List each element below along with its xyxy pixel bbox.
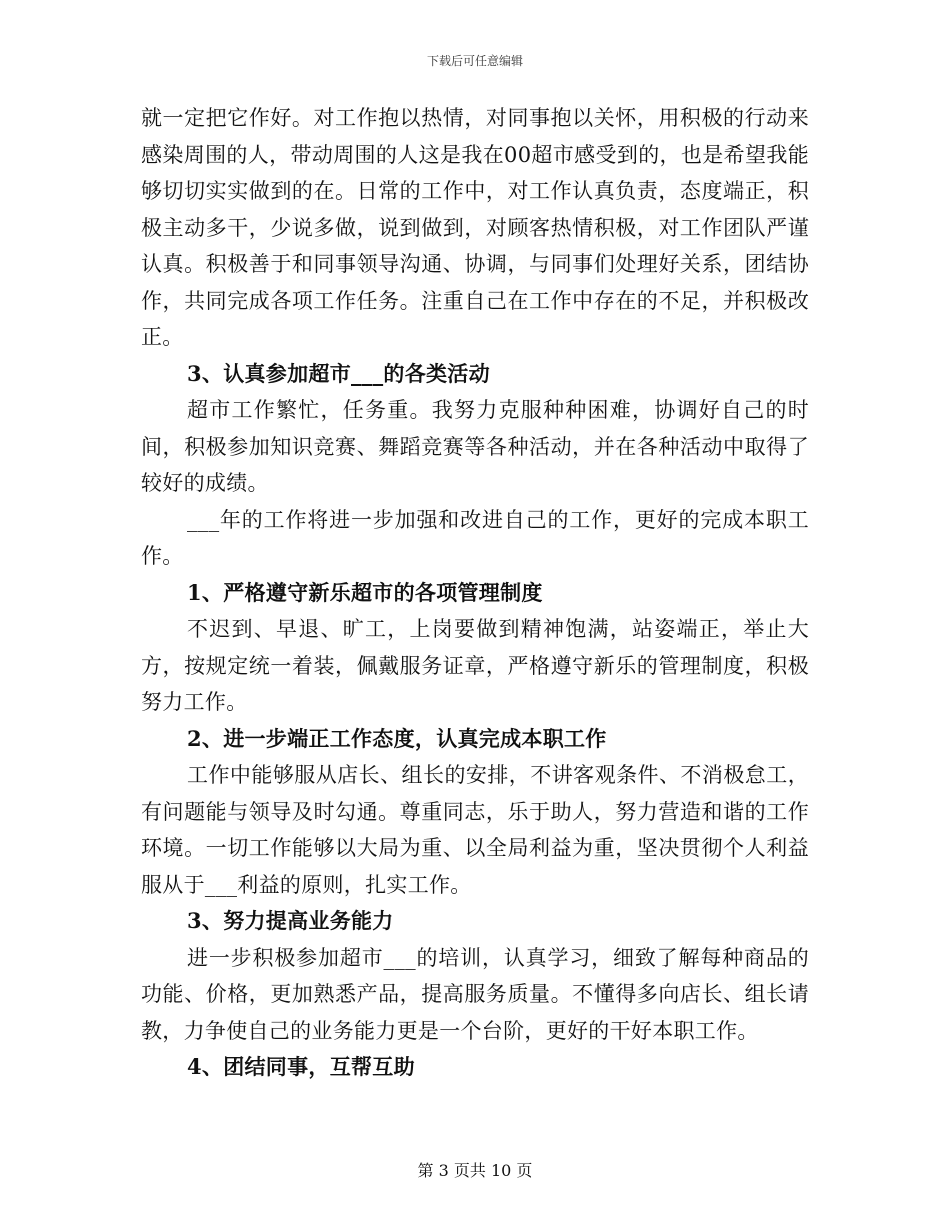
body-paragraph-5: 工作中能够服从店长、组长的安排，不讲客观条件、不消极怠工，有问题能与领导及时勾通。尊重同志，乐于助人，努力营造和谐的工作环境。一切工作能够以大局为重、以全局利益为重，坚决贯彻个人利益服从于___利益的原则，扎实工作。 — [141, 763, 809, 897]
page-footer-page-number: 第 3 页共 10 页 — [417, 1161, 533, 1180]
body-paragraph-6: 进一步积极参加超市___的培训，认真学习，细致了解每种商品的功能、价格，更加熟悉产品，提高服务质量。不懂得多向店长、组长请教，力争使自己的业务能力更是一个台阶，更好的干好本职工作。 — [141, 945, 809, 1043]
page-header: 下载后可任意编辑 — [426, 54, 523, 68]
section-heading-attitude: 2、进一步端正工作态度，认真完成本职工作 — [187, 725, 607, 751]
section-heading-teamwork: 4、团结同事，互帮互助 — [187, 1054, 415, 1079]
section-heading-ability: 3、努力提高业务能力 — [187, 908, 394, 933]
body-paragraph-4: 不迟到、早退、旷工，上岗要做到精神饱满，站姿端正，举止大方，按规定统一着装，佩戴服务证章，严格遵守新乐的管理制度，积极努力工作。 — [141, 617, 809, 714]
section-heading-activities: 3、认真参加超市___的各类活动 — [187, 360, 490, 386]
body-paragraph-3: ___年的工作将进一步加强和改进自己的工作，更好的完成本职工作。 — [141, 507, 809, 568]
document-body — [141, 100, 809, 1086]
section-heading-rules: 1、严格遵守新乐超市的各项管理制度 — [187, 579, 543, 605]
body-paragraph-2: 超市工作繁忙，任务重。我努力克服种种困难，协调好自己的时间，积极参加知识竞赛、舞蹈竞赛等各种活动，并在各种活动中取得了较好的成绩。 — [141, 398, 809, 495]
body-paragraph-1: 就一定把它作好。对工作抱以热情，对同事抱以关怀，用积极的行动来感染周围的人，带动周围的人这是我在00超市感受到的，也是希望我能够切切实实做到的在。日常的工作中，对工作认真负责，态度端正，积极主动多干，少说多做，说到做到，对顾客热情积极，对工作团队严谨认真。积极善于和同事领导沟通、协调，与同事们处理好关系，团结协作，共同完成各项工作任务。注重自己在工作中存在的不足，并积极改正。 — [141, 106, 809, 349]
